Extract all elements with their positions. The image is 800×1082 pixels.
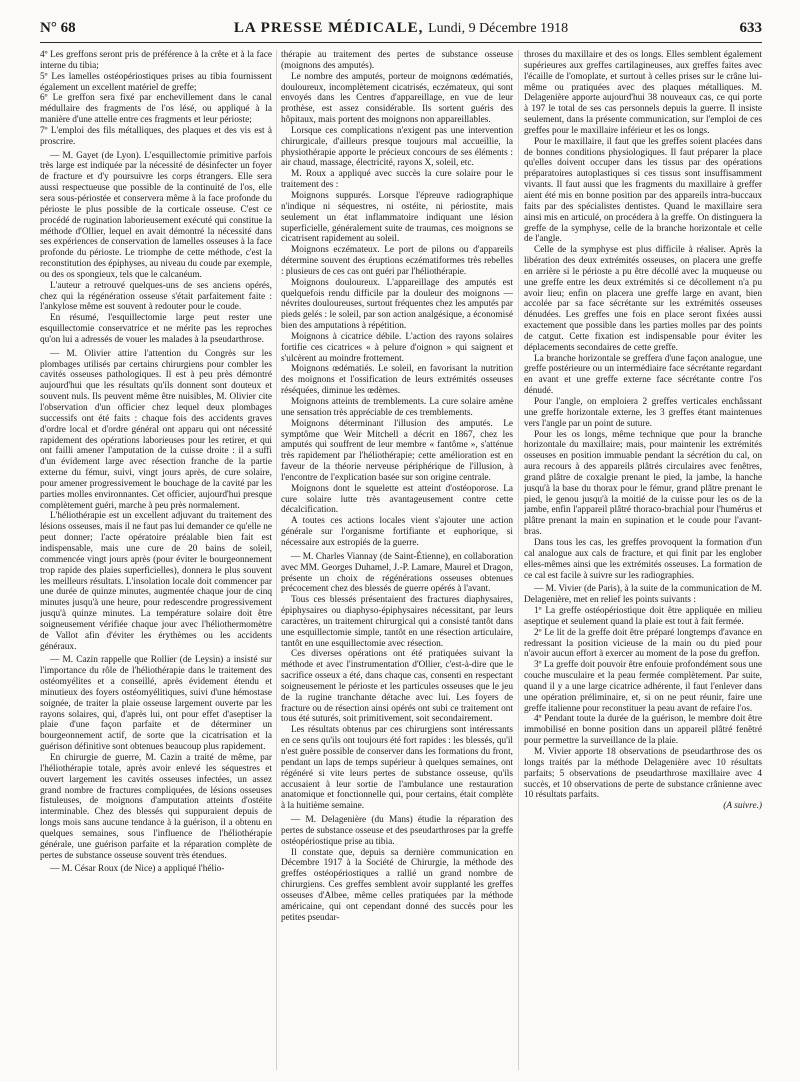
paragraph: L'héliothérapie est un excellent adjuvant du traitement des lésions osseuses, mais il ne faut pas lui demander ce qu'elle ne peut donner; l'acte opératoire préalable bien fait est indispensable, mais une cure de 20 bains de soleil, commencée vingt jours après (pour éviter le bourgeonnement trop rapide des plaies superficielles), donnera le plus souvent les meilleurs résultats. L'insolation locale doit commencer par une durée de quinze minutes, augmentée chaque jour de cinq minutes jusqu'à une heure, pour redescendre progressivement jusqu'à quinze minutes. La température solaire doit être soigneusement vérifiée chaque jour avec l'héliothermomètre de Vallot afin d'éviter les érythèmes ou les accidents généraux. [40,511,272,652]
issue-date: Lundi, 9 Décembre 1918 [428,21,569,36]
paragraph: — M. Cazin rappelle que Rollier (de Leysin) a insisté sur l'importance du rôle de l'héliothérapie dans le traitement des ostéomyélites et a conseillé, après évidement étendu et minutieux des foyers ostéomyélitiques, suivi d'une hémostase soignée, de traiter la plaie osseuse largement ouverte par les rayons solaires, qui, d'après lui, ont pour effet d'aseptiser la plaie d'une façon parfaite et de déterminer un bourgeonnement actif, de sorte que la cicatrisation et la guérison définitive sont obtenues beaucoup plus rapidement. [40,655,272,753]
paragraph: Celle de la symphyse est plus difficile à réaliser. Après la libération des deux extrémités osseuses, on placera une greffe en arrière si le périoste a pu être décollé avec la muqueuse ou une greffe entre les deux extrémités si ce décollement n'a pu avoir lieu; enfin on placera une greffe large en avant, bien accolée par sa face sécrétante sur les extrémités osseuses dénudées. Les greffes une fois en place seront fixées aussi exactement que possible dans les parties molles par des points de catgut. Cette fixation est indispensable pour éviter les déplacements secondaires de cette greffe. [524,245,762,353]
paragraph: La branche horizontale se greffera d'une façon analogue, une greffe postérieure ou un intermédiaire face sécrétante regardant en avant et une greffe externe face sécrétante contre l'os dénudé. [524,353,762,397]
to-be-continued: (A suivre.) [723,801,762,812]
paragraph: En résumé, l'esquillectomie large peut rester une esquillectomie conservatrice et ne mérite pas les reproches qu'on lui a adressés de vouer les malades à la pseudarthrose. [40,313,272,345]
paragraph: Dans tous les cas, les greffes provoquent la formation d'un cal analogue aux cals de fracture, et qui finit par les englober elles-mêmes ainsi que les extrémités osseuses. La formation de ce cal est facile à suivre sur les radiographies. [524,537,762,581]
paragraph: Moignons douloureux. L'appareillage des amputés est quelquefois rendu difficile par la douleur des moignons — névrites douloureuses, surtout fréquentes chez les amputés par pieds gelés : le soleil, par son action analgésique, a économisé bien des amputations à répétition. [281,277,513,332]
paragraph: 6º Le greffon sera fixé par enchevillement dans le canal médullaire des fragments de l'os lésé, ou appliqué à la manière d'une attelle entre ces fragments et leur périoste; [40,93,272,126]
paragraph: — M. Charles Viannay (de Saint-Étienne), en collaboration avec MM. Georges Duhamel, J.-P. Lamare, Maurel et Dragon, présente un choix de régénérations osseuses obtenues précocement chez des blessés de guerre opérés à l'avant. [281,551,513,595]
paragraph: 1º La greffe ostéopériostique doit être appliquée en milieu aseptique et seulement quand la plaie est tout à fait fermée. [524,606,762,627]
paragraph: Ces diverses opérations ont été pratiquées suivant la méthode et avec l'instrumentation d'Ollier, c'est-à-dire que le sacrifice osseux a été, dans chaque cas, consenti en respectant soigneusement le périoste et les particules osseuses que le jeu de la rugine tranchante détache avec lui. Les foyers de fracture ou de résection ainsi opérés ont subi ce traitement ont tous été suturés, soit primitivement, soit secondairement. [281,649,513,725]
paragraph: Pour le maxillaire, il faut que les greffes soient placées dans de bonnes conditions physiologiques. Il faut préparer la place qu'elles doivent occuper dans les tissus par des opérations préparatoires autoplastiques si ces tissus sont insuffisamment vivants. Il faut aussi que les fragments du maxillaire à greffer aient été mis en bonne position par des appareils intra-buccaux faits par des spécialistes dentistes. Quand le maxillaire sera ainsi mis en articulé, on procédera à la greffe. On distinguera la greffe de la symphyse, celle de la branche horizontale et celle de l'angle. [524,136,762,245]
text-column-2 [281,50,513,1075]
paragraph: — M. Gayet (de Lyon). L'esquillectomie primitive parfois très large est indiquée par la nécessité de désinfecter un foyer de fracture et d'y poursuivre les corps étrangers. Elle sera aussi respectueuse que possible de la continuité de l'os, elle sera sous-périostée et conservera même à la face profonde du périoste le plus possible de la corticale osseuse. C'est ce procédé de rugination laborieusement exécuté qui constitue la méthode d'Ollier, lequel en avait démontré la nécessité dans ses expériences de conservation de lamelles osseuses à la face profonde du périoste. Le triomphe de cette méthode, c'est la reconstitution des épiphyses, au niveau du coude par exemple, ou des os spongieux, tels que le calcanéum. [40,150,272,280]
paragraph: Moignons atteints de tremblements. La cure solaire amène une sensation très appréciable de ces tremblements. [281,397,513,418]
paragraph: Tous ces blessés présentaient des fractures diaphysaires, épiphysaires ou diaphyso-épiphysaires nécessitant, par leurs caractères, un traitement chirurgical qui a consisté tantôt dans une esquillectomie simple, tantôt en une résection articulaire, tantôt en une esquillectomie avec résection. [281,595,513,649]
paragraph: Les résultats obtenus par ces chirurgiens sont intéressants en ce sens qu'ils ont toujours été fort rapides : les blessés, qu'il n'est guère possible de conserver dans les formations du front, pendant un laps de temps supérieur à quelques semaines, ont régénéré si vite leurs pertes de substance osseuse, qu'ils accusaient à leur sortie de l'ambulance une restauration anatomique et fonctionnelle qui, pour certains, était complète à la huitième semaine. [281,725,513,812]
paragraph: Moignons suppurés. Lorsque l'épreuve radiographique n'indique ni séquestres, ni ostéite, ni périostite, mais seulement un état inflammatoire indiquant une lésion superficielle, généralement suite de traumas, ces moignons se cicatrisent rapidement au soleil. [281,190,513,245]
paragraph: M. Vivier apporte 18 observations de pseudarthrose des os longs traités par la méthode Delagenière avec 10 résultats parfaits; 5 observations de pseudarthrose maxillaire avec 4 succès, et 10 observations de perte de substance crânienne avec 10 résultats parfaits. [524,747,762,801]
paragraph: 5º Les lamelles ostéopériostiques prises au tibia fournissent également un excellent matériel de greffe; [40,71,272,93]
paragraph: throses du maxillaire et des os longs. Elles semblent également supérieures aux greffes cartilagineuses, aux greffes faites avec l'écaille de l'omoplate, et surtout à celles prises sur le crâne lui-même ou pratiquées avec des plaques métalliques. M. Delagenière apporte aujourd'hui 38 nouveaux cas, ce qui porte à 197 le total de ses cas personnels depuis la guerre. Il insiste seulement, dans la présente communication, sur l'emploi de ces greffes pour le maxillaire inférieur et les os longs. [524,50,762,136]
paragraph: — M. Olivier attire l'attention du Congrès sur les plombages utilisés par certains chirurgiens pour combler les cavités osseuses pathologiques. Il est à peu près démontré aujourd'hui que les résultats qu'ils donnent sont douteux et souvent nuls. Ils peuvent même être nuisibles, M. Olivier cite l'observation d'un officier chez lequel deux plombages successifs ont été faits : chaque fois des accidents graves d'ordre local et d'ordre général ont apparu qui ont nécessité rapidement des opérations laborieuses pour les retirer, et qui ont failli amener l'amputation de la cuisse droite : il a suffi d'un évidement large avec résection franche de la partie externe du fémur, suivi, vingt jours après, de cure solaire, pour amener progressivement le bouchage de la cavité par les parties molles environnantes. Cet officier, aujourd'hui presque complètement guéri, marche à peu près normalement. [40,348,272,511]
paragraph: Lorsque ces complications n'exigent pas une intervention chirurgicale, d'ailleurs presque toujours mal accueillie, la physiothérapie apporte le précieux concours de ses éléments : air chaud, massage, électricité, rayons X, soleil, etc. [281,125,513,169]
paragraph: M. Roux a appliqué avec succès la cure solaire pour le traitement des : [281,169,513,191]
paragraph: 4º Les greffons seront pris de préférence à la crête et à la face interne du tibia; [40,50,272,71]
paragraph: Pour l'angle, on emploiera 2 greffes verticales enchâssant une greffe horizontale externe, les 3 greffes étant maintenues vers l'angle par un point de suture. [524,397,762,429]
column-divider [518,50,519,1070]
paragraph: 7º L'emploi des fils métalliques, des plaques et des vis est à proscrire. [40,125,272,147]
paragraph: Pour les os longs, même technique que pour la branche horizontale du maxillaire; mais, pour maintenir les extrémités osseuses en position immuable pendant la sécrétion du cal, on aura recours à des appareils plâtrés circulaires avec fenêtres, grand plâtre de coxalgie prenant le pied, la jambe, la hanche jusqu'à la base du thorax pour le fémur, grand plâtre prenant le pied, le genou jusqu'à la moitié de la cuisse pour les os de la jambe, enfin l'appareil plâtré thoraco-brachial pour l'humérus et plâtre prenant la main en supination et le coude pour l'avant-bras. [524,429,762,538]
paragraph: 2º Le lit de la greffe doit être préparé longtemps d'avance en redressant la position vicieuse de la main ou du pied pour n'avoir aucun effort à exercer au moment de la pose du greffon. [524,627,762,660]
paragraph: L'auteur a retrouvé quelques-uns de ses anciens opérés, chez qui la régénération osseuse s'était parfaitement faite : l'ankylose même est souvent à redouter pour le coude. [40,280,272,313]
paragraph: thérapie au traitement des pertes de substance osseuse (moignons des amputés). [281,50,513,71]
page-number: 633 [739,20,762,36]
paragraph: Le nombre des amputés, porteur de moignons œdématiés, douloureux, incomplètement cicatrisés, eczémateux, qui sont envoyés dans les Centres d'appareillage, en vue de leur prothèse, est assez considérable. Ils sortent guéris des hôpitaux, mais portent des moignons non appareillables. [281,71,513,126]
paragraph: Moignons à cicatrice débile. L'action des rayons solaires fortifie ces cicatrices « à pelure d'oignon » qui saignent et s'ulcèrent au moindre frottement. [281,331,513,364]
column-divider [276,50,277,1070]
text-column-3 [524,50,762,1075]
paragraph: Moignons déterminant l'illusion des amputés. Le symptôme que Weir Mitchell a décrit en 1867, chez les amputés qui souffrent de leur membre « fantôme », s'atténue très rapidement par l'héliothérapie; cette amélioration est en faveur de la théorie nerveuse périphérique de l'illusion, à l'encontre de l'explication basée sur son origine centrale. [281,418,513,483]
paragraph: 4º Pendant toute la durée de la guérison, le membre doit être immobilisé en bonne position dans un appareil plâtré fenêtré pour permettre la surveillance de la plaie. [524,714,762,747]
paragraph: En chirurgie de guerre, M. Cazin a traité de même, par l'héliothérapie totale, après avoir enlevé les séquestres et ouvert largement les cavités osseuses infectées, un assez grand nombre de fractures compliquées, de lésions osseuses fistuleuses, de moignons d'amputation atteints d'ostéite interminable. Chez des blessés qui suppuraient depuis de longs mois sans aucune tendance à la guérison, il a obtenu en quelques semaines, sous l'influence de l'héliothérapie générale, une guérison parfaite et la réparation complète de pertes de substance osseuse souvent très étendues. [40,753,272,861]
paragraph: — M. Vivier (de Paris), à la suite de la communication de M. Delagenière, met en relief les points suivants : [524,584,762,606]
issue-number: N° 68 [40,20,76,36]
paragraph: A toutes ces actions locales vient s'ajouter une action générale sur l'organisme fortifiante et euphorique, si nécessaire aux estropiés de la guerre. [281,516,513,548]
text-column-1 [40,50,272,1075]
journal-name: LA PRESSE MÉDICALE, [233,20,424,36]
paragraph: Moignons eczémateux. Le port de pilons ou d'appareils détermine souvent des éruptions eczématiformes très rebelles : plusieurs de ces cas ont guéri par l'héliothérapie. [281,245,513,277]
paragraph: — M. Delagenière (du Mans) étudie la réparation des pertes de substance osseuse et des pseudarthroses par la greffe ostéopériostique prise au tibia. [281,815,513,847]
paragraph: Moignons dont le squelette est atteint d'ostéoporose. La cure solaire lutte très avantageusement contre cette décalcification. [281,483,513,516]
journal-title [40,20,762,37]
paragraph: Moignons œdématiés. Le soleil, en favorisant la nutrition des moignons et l'ossification de leurs extrémités osseuses réséquées, diminue les œdèmes. [281,364,513,397]
paragraph: — M. César Roux (de Nice) a appliqué l'hélio- [50,864,225,875]
paragraph: 3º La greffe doit pouvoir être enfouie profondément sous une couche musculaire et la peau fermée complètement. Par suite, quand il y a une large cicatrice adhérente, il faut l'enlever dans une opération préliminaire, et, si on ne peut réunir, faire une greffe italienne pour reconstituer la peau avant de refaire l'os. [524,660,762,714]
paragraph: Il constate que, depuis sa dernière communication en Décembre 1917 à la Société de Chirurgie, la méthode des greffes ostéopériostiques a rallié un grand nombre de chirurgiens. Ces greffes semblent avoir supplanté les greffes osseuses d'Albee, même celles pratiquées par la méthode américaine, qui ont cependant donné des succès pour les petites pseudar- [281,847,513,923]
page-header [40,16,762,43]
